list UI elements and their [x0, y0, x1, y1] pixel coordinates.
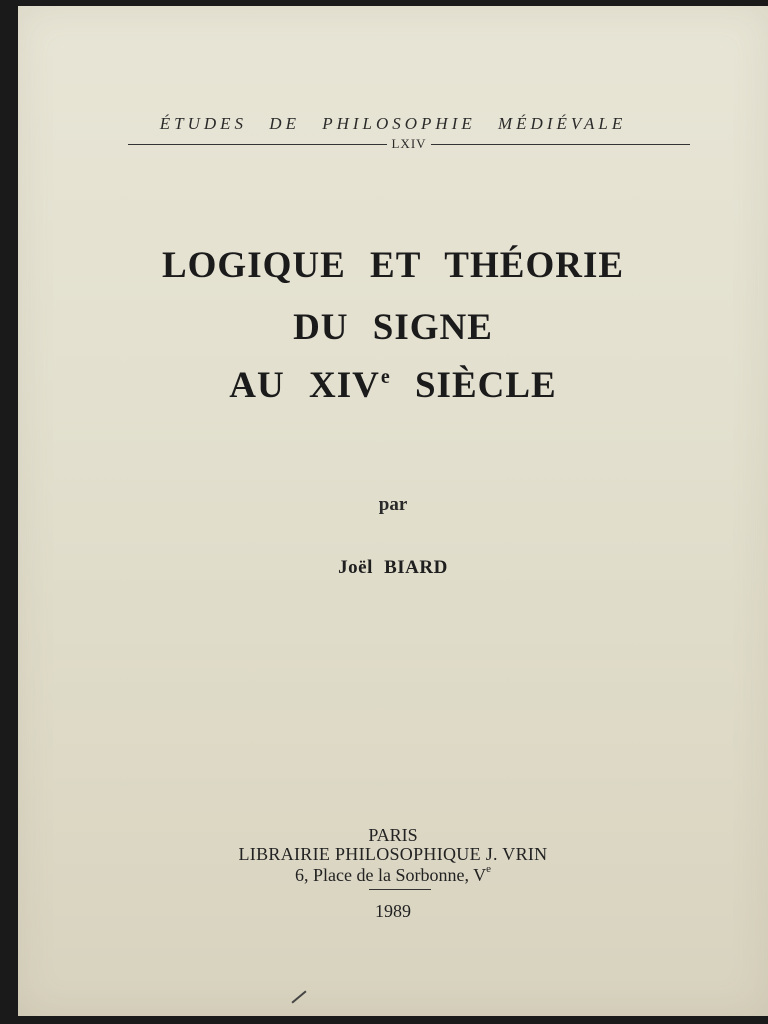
author-name: Joël BIARD — [338, 557, 448, 578]
pencil-mark — [291, 990, 306, 1003]
left-rule — [128, 144, 387, 145]
title-line-1: LOGIQUE ET THÉORIE — [161, 245, 625, 286]
by-label: par — [378, 494, 408, 515]
series-number: LXIV — [391, 136, 427, 151]
publisher-address-main: 6, Place de la Sorbonne, V — [294, 865, 487, 885]
series-title: ÉTUDES DE PHILOSOPHIE MÉDIÉVALE — [159, 114, 627, 133]
publication-year: 1989 — [375, 901, 411, 921]
title-line-3-end: SIÈCLE — [414, 365, 557, 406]
publisher-address — [18, 865, 768, 886]
title-line-2: DU SIGNE — [293, 307, 493, 348]
title-line-3 — [18, 364, 768, 407]
publisher-name: LIBRAIRIE PHILOSOPHIQUE J. VRIN — [238, 844, 548, 864]
title-line-3-main: AU XIV — [229, 365, 380, 406]
right-rule — [431, 144, 690, 145]
publisher-city: PARIS — [368, 825, 418, 845]
book-cover — [18, 6, 768, 1016]
year-rule — [369, 889, 431, 890]
publisher-address-superscript: e — [486, 863, 492, 875]
series-number-row — [128, 135, 690, 153]
title-line-3-superscript: e — [380, 366, 391, 388]
